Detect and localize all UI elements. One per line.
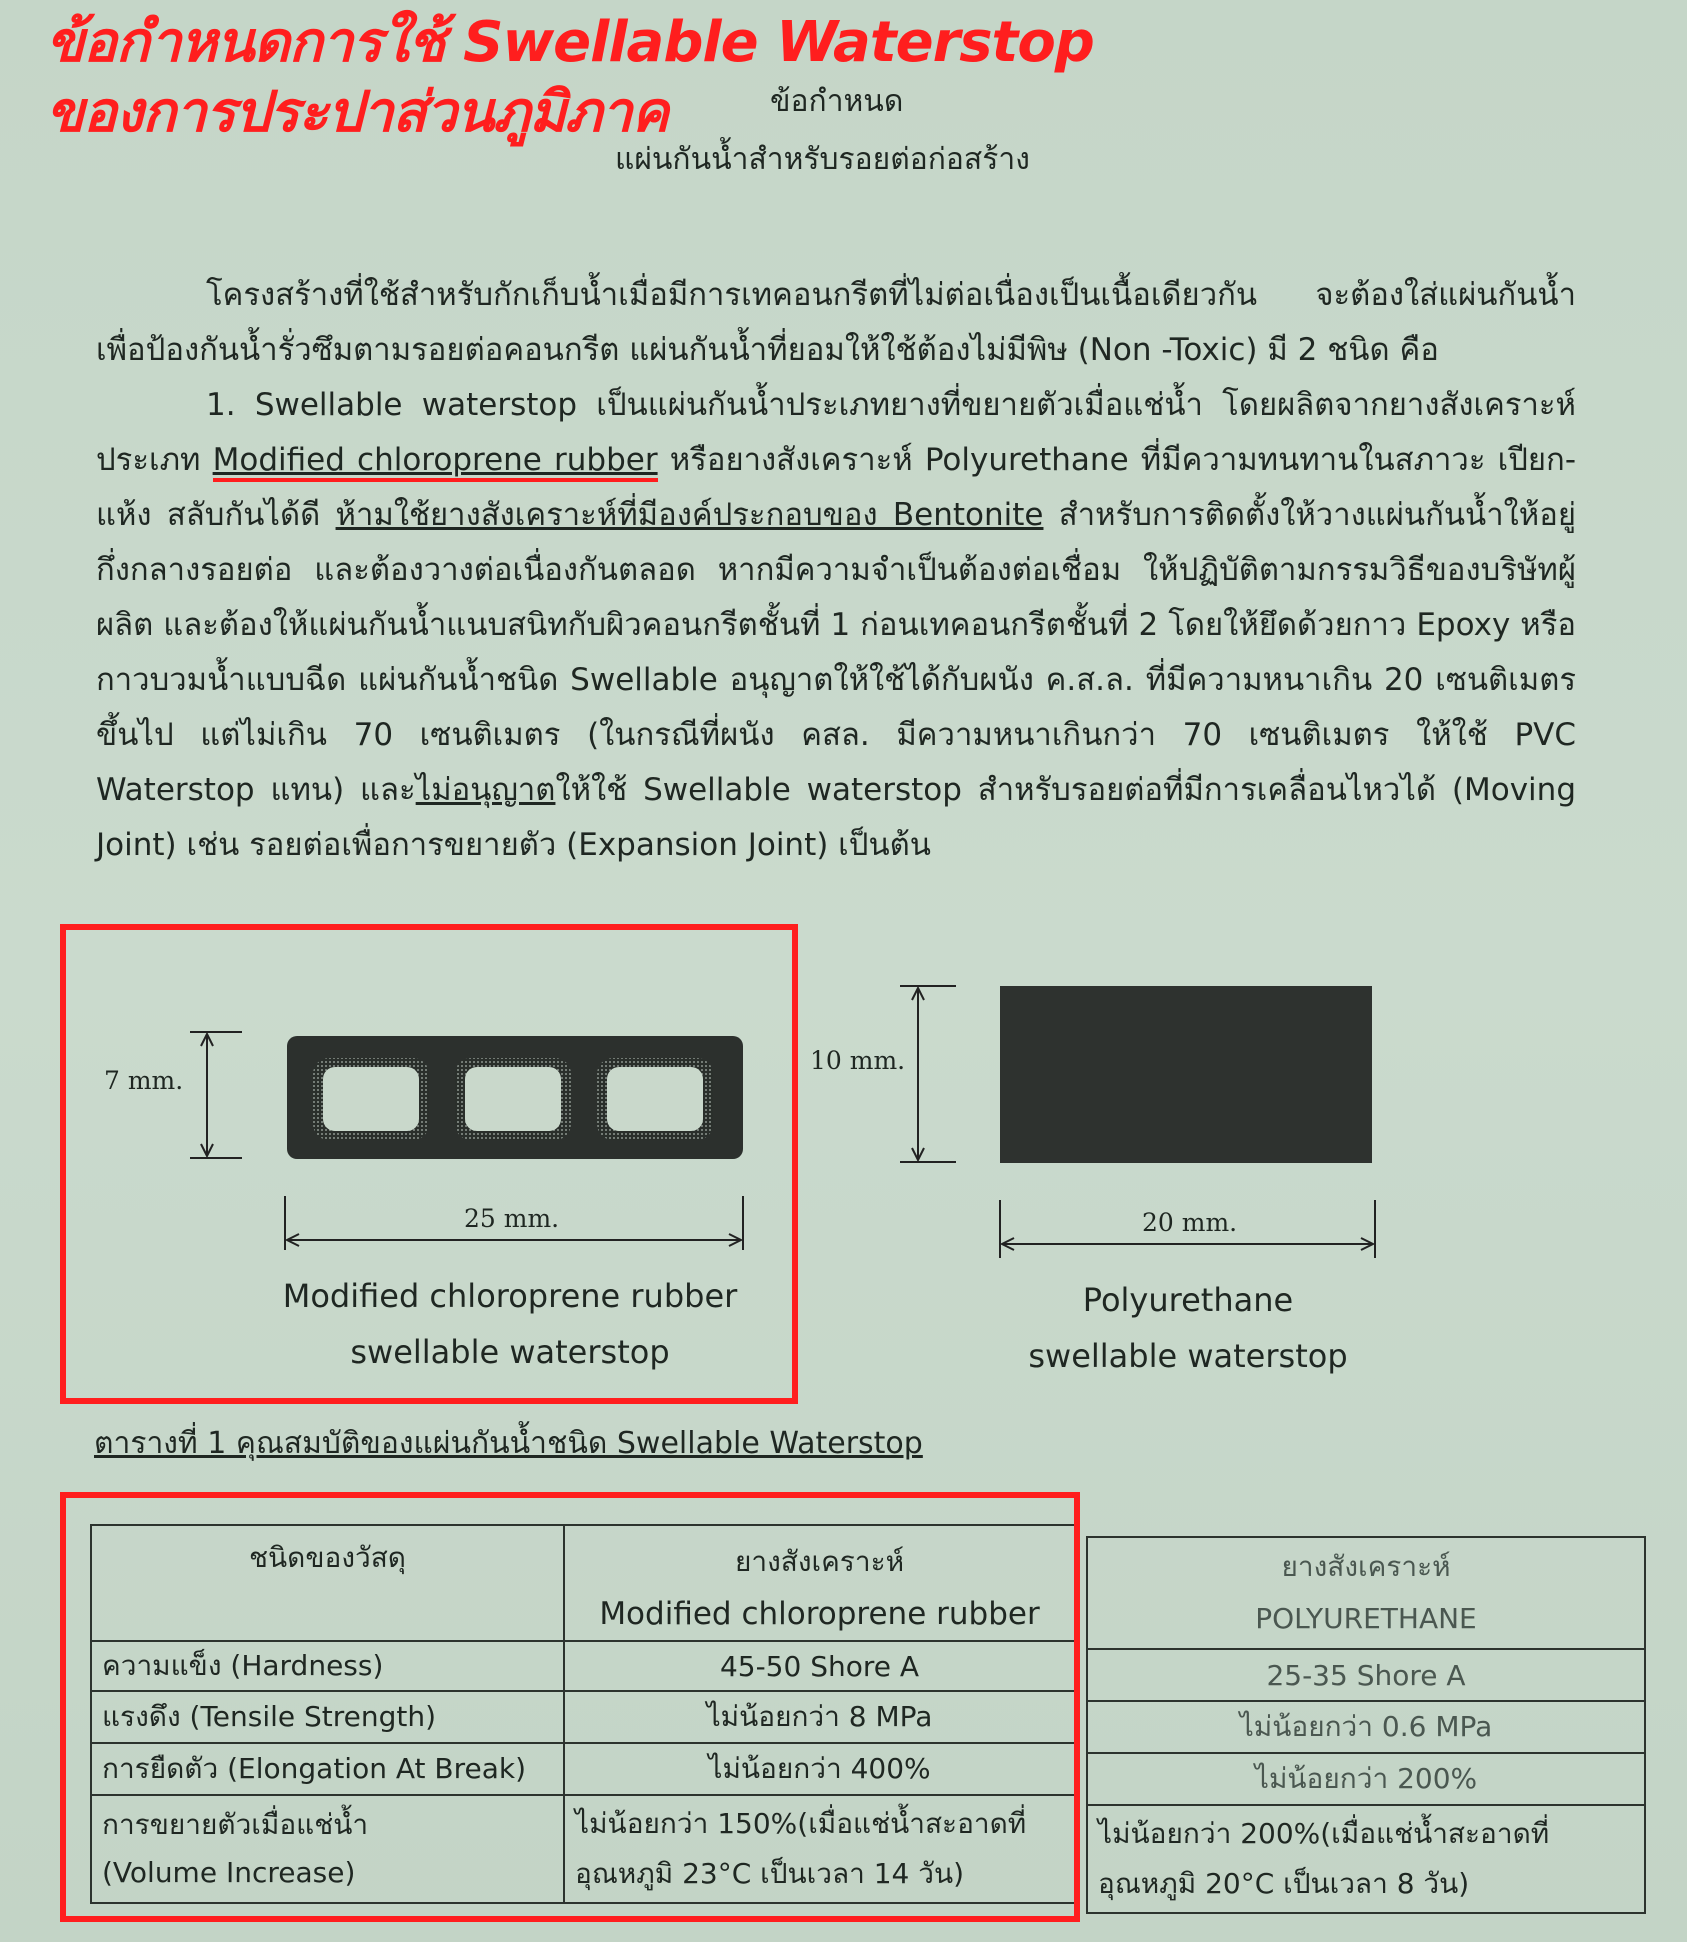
underlined-modified-chloroprene: Modified chloroprene rubber (213, 442, 658, 482)
table-row (1087, 1805, 1645, 1913)
row-hardness-label: ความแข็ง (Hardness) (91, 1641, 564, 1691)
polyurethane-width-label: 20 mm. (1142, 1208, 1238, 1237)
header-material-type: ชนิดของวัสดุ (91, 1525, 564, 1641)
row-hardness-chloroprene: 45-50 Shore A (564, 1641, 1075, 1691)
row-volume-label-line-2: (Volume Increase) (102, 1856, 356, 1889)
polyurethane-profile-shape (1000, 986, 1372, 1163)
polyurethane-caption (1000, 1272, 1376, 1384)
row-tensile-polyurethane: ไม่น้อยกว่า 0.6 MPa (1087, 1701, 1645, 1753)
underlined-bentonite-prohibition: ห้ามใช้ยางสังเคราะห์ที่มีองค์ประกอบของ Bentonite (335, 497, 1044, 533)
header-polyurethane (1087, 1537, 1645, 1649)
header-polyurethane-line-2: POLYURETHANE (1255, 1602, 1477, 1635)
row-tensile-label: แรงดึง (Tensile Strength) (91, 1691, 564, 1743)
chloroprene-caption-line-1: Modified chloroprene rubber (282, 1277, 738, 1315)
polyurethane-caption-line-2: swellable waterstop (1028, 1337, 1348, 1375)
paragraph-swellable-part-c: หรือยางสังเคราะห์ Polyurethane ที่มีความทนทานในสภาวะ เปียก-แห้ง สลับกันได้ดี (96, 442, 1577, 533)
row-elongation-chloroprene: ไม่น้อยกว่า 400% (564, 1743, 1075, 1795)
properties-table-polyurethane (1086, 1536, 1646, 1914)
banner-line-1: ข้อกำหนดการใช้ Swellable Waterstop (46, 10, 1094, 75)
chloroprene-caption-line-2: swellable waterstop (350, 1333, 670, 1371)
polyurethane-caption-line-1: Polyurethane (1082, 1281, 1294, 1319)
chloroprene-height-label: 7 mm. (104, 1066, 184, 1095)
row-volume-chloroprene-line-1: ไม่น้อยกว่า 150%(เมื่อแช่น้ำสะอาดที่ (575, 1807, 1027, 1840)
table-row (1087, 1753, 1645, 1805)
row-volume-chloroprene-line-2: อุณหภูมิ 23°C เป็นเวลา 14 วัน) (575, 1857, 965, 1890)
row-tensile-chloroprene: ไม่น้อยกว่า 8 MPa (564, 1691, 1075, 1743)
paragraph-swellable-part-e: สำหรับการติดตั้งให้วางแผ่นกันน้ำให้อยู่กึ่งกลางรอยต่อ และต้องวางต่อเนื่องกันตลอด หากมีความจำเป็นต้องต่อเชื่อม ให้ปฏิบัติตามกรรมวิธีของบริษัทผู้ผลิต และต้องให้แผ่นกันน้ำแนบสนิทกับผิวคอนกรีตชั้นที่ 1 ก่อนเทคอนกรีตชั้นที่ 2 โดยให้ยึดด้วยกาว Epoxy หรือกาวบวมน้ำแบบฉีด แผ่นกันน้ำชนิด Swellable อนุญาตให้ใช้ได้กับผนัง ค.ส.ล. ที่มีความหนาเกิน 20 เซนติเมตรขึ้นไป แต่ไม่เกิน 70 เซนติเมตร (ในกรณีที่ผนัง คสล. มีความหนาเกินกว่า 70 เซนติเมตร ให้ใช้ PVC Waterstop แทน) และ (96, 497, 1576, 808)
paragraph-swellable-part-g: ให้ใช้ Swellable waterstop สำหรับรอยต่อที่มีการเคลื่อนไหวได้ (Moving Joint) เช่น รอยต่อเพื่อการขยายตัว (Expansion Joint) เป็นต้น (96, 772, 1576, 863)
header-polyurethane-line-1: ยางสังเคราะห์ (1281, 1550, 1451, 1583)
row-hardness-polyurethane: 25-35 Shore A (1087, 1649, 1645, 1701)
row-elongation-label: การยืดตัว (Elongation At Break) (91, 1743, 564, 1795)
red-highlight-box-table (60, 1492, 1080, 1922)
header-chloroprene-line-1: ยางสังเคราะห์ (734, 1545, 905, 1578)
table-row (1087, 1649, 1645, 1701)
document-title: ข้อกำหนด (770, 84, 904, 119)
row-volume-polyurethane (1087, 1805, 1645, 1913)
paragraph-intro: โครงสร้างที่ใช้สำหรับกักเก็บน้ำเมื่อมีการเทคอนกรีตที่ไม่ต่อเนื่องเป็นเนื้อเดียวกัน จะต้องใส่แผ่นกันน้ำเพื่อป้องกันน้ำรั่วซึมตามรอยต่อคอนกรีต แผ่นกันน้ำที่ยอมให้ใช้ต้องไม่มีพิษ (Non -Toxic) มี 2 ชนิด คือ (96, 277, 1576, 368)
polyurethane-height-label: 10 mm. (810, 1046, 906, 1075)
table-title: ตารางที่ 1 คุณสมบัติของแผ่นกันน้ำชนิด Swellable Waterstop (94, 1426, 923, 1461)
table-row (1087, 1701, 1645, 1753)
table-header-row (1087, 1537, 1645, 1649)
header-chloroprene-line-2: Modified chloroprene rubber (599, 1596, 1040, 1632)
underlined-not-permitted: ไม่อนุญาต (415, 772, 556, 808)
red-highlight-box-figure (60, 924, 798, 1404)
document-subtitle: แผ่นกันน้ำสำหรับรอยต่อก่อสร้าง (615, 142, 1030, 177)
row-volume-label-line-1: การขยายตัวเมื่อแช่น้ำ (102, 1808, 369, 1841)
row-volume-polyurethane-line-2: อุณหภูมิ 20°C เป็นเวลา 8 วัน) (1098, 1867, 1470, 1900)
row-elongation-polyurethane: ไม่น้อยกว่า 200% (1087, 1753, 1645, 1805)
row-volume-polyurethane-line-1: ไม่น้อยกว่า 200%(เมื่อแช่น้ำสะอาดที่ (1098, 1817, 1550, 1850)
paragraph-swellable-part-a: 1. Swellable waterstop เป็นแผ่นกันน้ำประเภทยางที่ขยายตัวเมื่อแช่น้ำ โดยผลิตจากยางสังเคราะห์ประเภท (96, 387, 1576, 478)
chloroprene-width-label: 25 mm. (464, 1204, 560, 1233)
banner-line-2: ของการประปาส่วนภูมิภาค (46, 80, 668, 145)
